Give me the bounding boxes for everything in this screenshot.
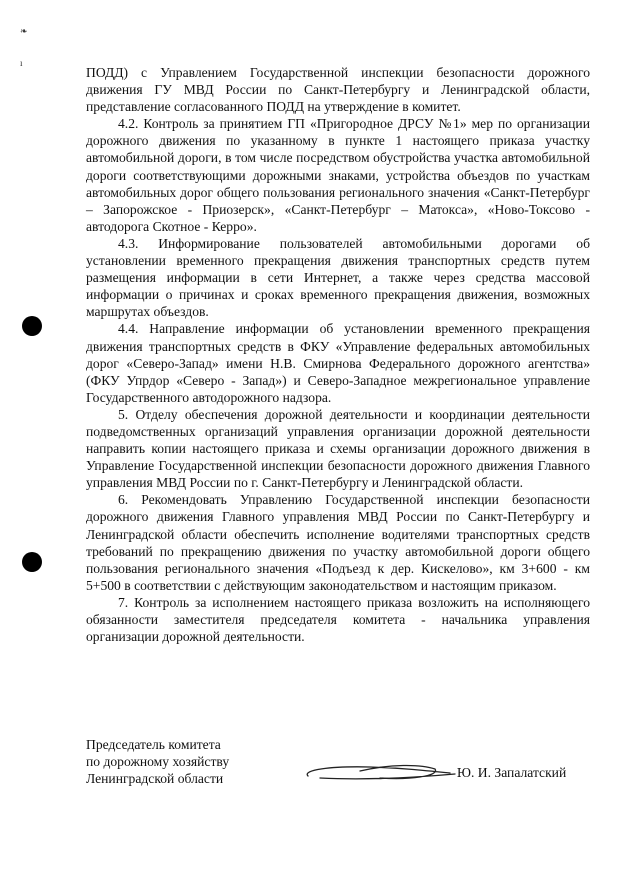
signatory-name: Ю. И. Запалатский: [457, 765, 567, 780]
document-body: [86, 64, 590, 645]
signatory-title-line: Ленинградской области: [86, 771, 224, 787]
handwritten-signature: [300, 754, 460, 788]
paragraph-4-3: 4.3. Информирование пользователей автомобильными дорогами об установлении временного прекращения движения транспортных средств путем размещения информации в сети Интернет, а также через средства массовой информации о причинах и сроках временного прекращения движения, возможных маршрутах объездов.: [86, 235, 590, 320]
paragraph-5: 5. Отделу обеспечения дорожной деятельности и координации деятельности подведомственных организаций управления организации дорожной деятельности направить копии настоящего приказа и схемы организации дорожного движения в Управление Государственной инспекции безопасности дорожного движения Главного управления МВД России по г. Санкт-Петербургу и Ленинградской области.: [86, 406, 590, 491]
punch-hole-mark: [22, 552, 42, 572]
paragraph-4-2: 4.2. Контроль за принятием ГП «Пригородное ДРСУ №1» мер по организации дорожного движения по указанному в пункте 1 настоящего приказа участку автомобильной дороги, в том числе посредством обустройства участка автомобильной дороги соответствующими дорожными знаками, устройства объездов по участкам автомобильных дорог общего пользования регионального значения «Санкт-Петербург – Запорожское - Приозерск», «Санкт-Петербург – Матокса», «Ново-Токсово - автодорога Скотное - Керро».: [86, 116, 590, 234]
paragraph-4-4: 4.4. Направление информации об установлении временного прекращения движения транспортных средств в ФКУ «Управление федеральных автомобильных дорог «Северо-Запад» имени Н.В. Смирнова Федерального дорожного агентства» (ФКУ Упрдор «Северо - Запад») и Северо-Западное межрегиональное управление Государственного автодорожного надзора.: [86, 321, 590, 405]
signatory-title-line: по дорожному хозяйству: [86, 754, 230, 770]
paragraph-6: 6. Рекомендовать Управлению Государственной инспекции безопасности дорожного движения Главного управления МВД России по Санкт-Петербургу и Ленинградской области обеспечить исполнение водителями транспортных средств требований по прекращению движения по участку автомобильной дороги общего пользования регионального значения «Подъезд к дер. Кискелово», км 3+600 - км 5+500 в соответствии с действующим законодательством и настоящим приказом.: [86, 492, 590, 593]
signatory-title-line: Председатель комитета: [86, 737, 221, 752]
scan-speck: ı: [20, 58, 23, 68]
signatory-title: [86, 736, 229, 787]
scan-speck: ❧: [20, 26, 28, 36]
paragraph-7: 7. Контроль за исполнением настоящего приказа возложить на исполняющего обязанности заместителя председателя комитета - начальника управления организации дорожной деятельности.: [86, 594, 590, 645]
paragraph-continuation: ПОДД) с Управлением Государственной инспекции безопасности дорожного движения ГУ МВД России по Санкт-Петербургу и Ленинградской области, представление согласованного ПОДД на утверждение в комитет.: [86, 65, 590, 115]
punch-hole-mark: [22, 316, 42, 336]
